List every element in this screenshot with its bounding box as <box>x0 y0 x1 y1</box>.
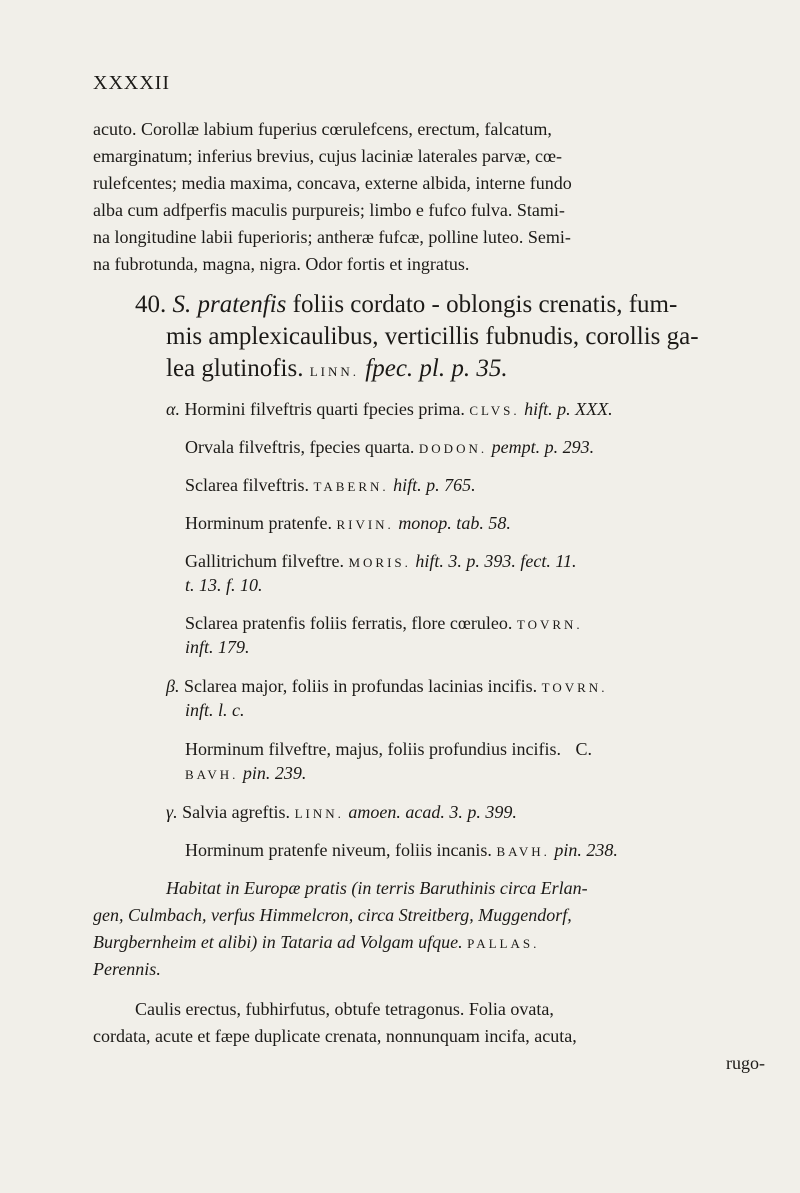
reference: pempt. p. 293. <box>491 437 595 457</box>
reference: t. 13. f. 10. <box>185 575 263 595</box>
reference: inft. 179. <box>185 637 250 657</box>
synonym-text: Sclarea major, foliis in profundas lacinias incifis. <box>179 676 538 696</box>
synonym-text: Hormini filveftris quarti fpecies prima. <box>179 399 465 419</box>
author-initial: C. <box>575 739 592 759</box>
species-line-2: mis amplexicaulibus, verticillis fubnudis, corollis ga- <box>166 323 699 350</box>
species-number: 40. <box>135 291 167 318</box>
species-line-3 <box>166 354 508 387</box>
intro-line: alba cum adfperfis maculis purpureis; limbo e fufco fulva. Stami- <box>93 200 565 220</box>
synonym-line <box>185 512 511 536</box>
intro-line: emarginatum; inferius brevius, cujus laciniæ laterales parvæ, cœ- <box>93 146 563 166</box>
synonym-line <box>185 839 618 863</box>
reference: hift. p. 765. <box>393 475 476 495</box>
author-name: CLVS. <box>469 403 520 418</box>
reference: pin. 238. <box>554 840 618 860</box>
variety-marker: γ. <box>166 802 178 822</box>
intro-line: rulefcentes; media maxima, concava, externe albida, interne fundo <box>93 173 572 193</box>
synonym-line <box>185 436 594 460</box>
reference: amoen. acad. 3. p. 399. <box>348 802 517 822</box>
author-name: LINN. <box>294 806 344 821</box>
habitat-line <box>93 931 539 955</box>
synonym-text: Horminum pratenfe. <box>185 513 332 533</box>
synonym-text: Horminum filveftre, majus, foliis profundius incifis. <box>185 739 561 759</box>
species-name: S. pratenfis <box>172 291 287 318</box>
author-name: BAVH. <box>496 844 550 859</box>
description-line: cordata, acute et fæpe duplicate crenata, nonnunquam incifa, acuta, <box>93 1026 577 1046</box>
synonym-text: Gallitrichum filveftre. <box>185 551 344 571</box>
variety-marker: β. <box>166 676 180 696</box>
synonym-line <box>185 474 476 498</box>
intro-line: acuto. Corollæ labium fuperius cœrulefcens, erectum, falcatum, <box>93 119 552 139</box>
synonym-text: Sclarea pratenfis foliis ferratis, flore cœruleo. <box>185 613 513 633</box>
synonym-line <box>166 801 517 825</box>
author-name: BAVH. <box>185 767 239 782</box>
reference: monop. tab. 58. <box>398 513 511 533</box>
synonym-line <box>166 398 613 422</box>
habitat-line: Habitat in Europæ pratis (in terris Baruthinis circa Erlan- <box>166 878 588 898</box>
intro-line: na fubrotunda, magna, nigra. Odor fortis et ingratus. <box>93 254 470 274</box>
synonym-text: Orvala filveftris, fpecies quarta. <box>185 437 415 457</box>
synonym-text: Sclarea filveftris. <box>185 475 309 495</box>
reference: fpec. pl. p. 35. <box>365 355 508 382</box>
species-line-1 <box>135 290 677 320</box>
synonym-line <box>185 762 306 786</box>
catchword: rugo- <box>726 1053 765 1073</box>
description-line: Caulis erectus, fubhirfutus, obtufe tetragonus. Folia ovata, <box>135 999 554 1019</box>
author-name: LINN. <box>309 364 360 379</box>
habitat-line: Perennis. <box>93 959 161 979</box>
page-number: XXXXII <box>93 72 171 94</box>
author-name: PALLAS. <box>467 936 540 951</box>
reference: hift. 3. p. 393. fect. 11. <box>415 551 577 571</box>
author-name: TABERN. <box>313 479 389 494</box>
synonym-line <box>185 612 583 636</box>
intro-line: na longitudine labii fuperioris; antheræ fufcæ, polline luteo. Semi- <box>93 227 571 247</box>
synonym-text: Salvia agreftis. <box>177 802 291 822</box>
variety-marker: α. <box>166 399 180 419</box>
author-name: TOVRN. <box>516 617 583 632</box>
habitat-text: Burgbernheim et alibi) in Tataria ad Volgam ufque. <box>93 932 463 952</box>
synonym-line <box>166 675 607 699</box>
author-name: DODON. <box>418 441 488 456</box>
species-diagnosis-end: lea glutinofis. <box>166 355 304 382</box>
author-name: MORIS. <box>348 555 411 570</box>
synonym-text: Horminum pratenfe niveum, foliis incanis. <box>185 840 492 860</box>
author-name: RIVIN. <box>336 517 394 532</box>
synonym-line <box>185 738 592 760</box>
habitat-line: gen, Culmbach, verfus Himmelcron, circa Streitberg, Muggendorf, <box>93 905 572 925</box>
reference: hift. p. XXX. <box>524 399 613 419</box>
reference: pin. 239. <box>242 763 307 783</box>
author-name: TOVRN. <box>541 680 608 695</box>
synonym-line <box>185 550 577 574</box>
reference: inft. l. c. <box>185 700 245 720</box>
species-diagnosis: foliis cordato - oblongis crenatis, fum- <box>286 291 678 318</box>
